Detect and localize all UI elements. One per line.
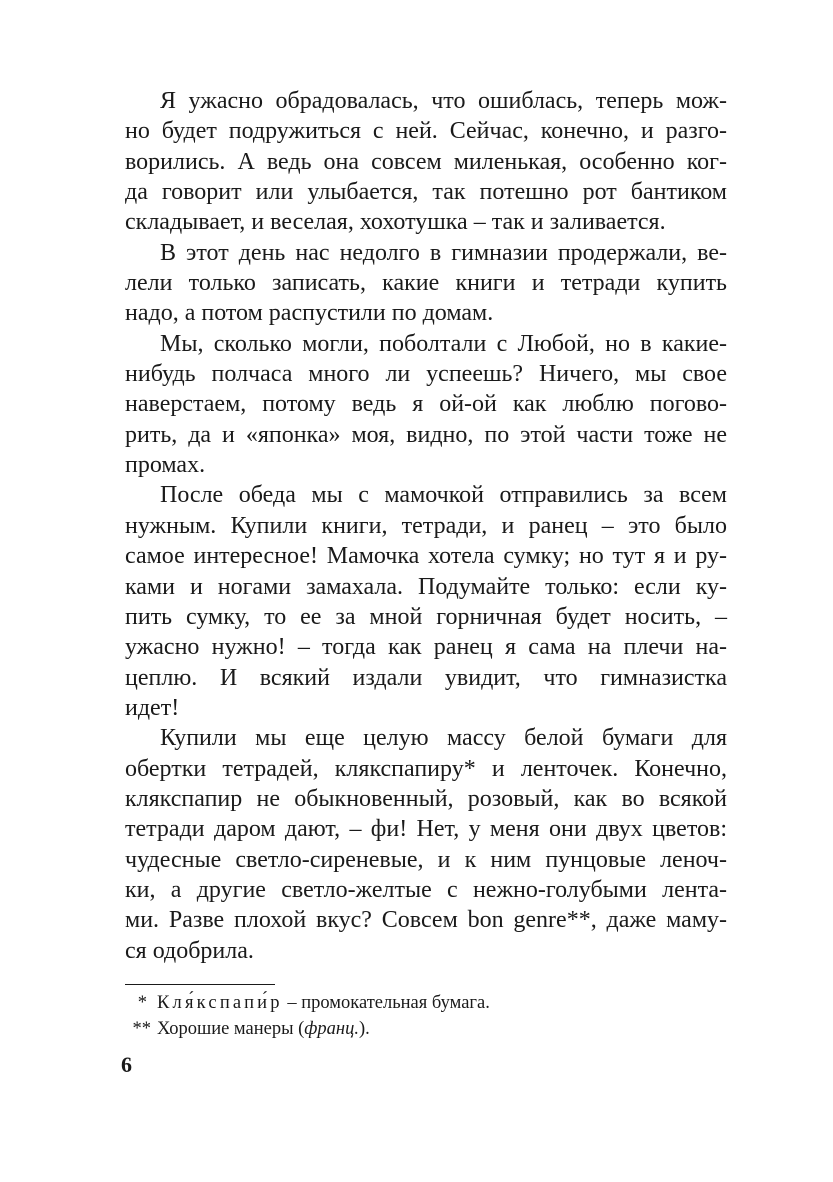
footnote-text: – промокательная бумага. [282, 993, 490, 1013]
page-number: 6 [121, 1052, 132, 1077]
text-line: самое интересное! Мамочка хотела сумку; но тут я и ру- [125, 543, 727, 570]
text-line: чудесные светло-сиреневые, и к ним пунцовые леноч- [125, 846, 727, 873]
footnote-mark: * [137, 993, 147, 1013]
text-line: но будет подружиться с ней. Сейчас, конечно, и разго- [125, 118, 727, 145]
main-text [125, 86, 727, 966]
footnote-text: Хорошие манеры ( [157, 1019, 305, 1039]
text-line: тетради даром дают, – фи! Нет, у меня они двух цветов: [125, 816, 727, 843]
text-line: обертки тетрадей, клякспапиру* и ленточек. Конечно, [125, 755, 727, 782]
text-line: наверстаем, потому ведь я ой-ой как люблю погово- [125, 391, 727, 418]
footnote-mark: ** [132, 1019, 151, 1039]
text-line: цеплю. И всякий издали увидит, что гимназистка [125, 664, 727, 691]
footnote-emphasis: франц. [304, 1019, 359, 1039]
footnotes [125, 990, 727, 1042]
text-line: лели только записать, какие книги и тетради купить [125, 270, 727, 297]
text-line: В этот день нас недолго в гимназии продержали, ве- [160, 239, 727, 266]
text-line: да говорит или улыбается, так потешно рот бантиком [125, 179, 727, 206]
text-line: После обеда мы с мамочкой отправились за всем [160, 482, 727, 509]
text-line: ужасно нужно! – тогда как ранец я сама на плечи на- [125, 634, 727, 661]
text-line: Мы, сколько могли, поболтали с Любой, но в какие- [160, 330, 727, 357]
text-line: промах. [125, 452, 206, 479]
text-line: Я ужасно обрадовалась, что ошиблась, теперь мож- [160, 88, 727, 114]
text-line: идет! [125, 694, 180, 721]
text-line: ками и ногами замахала. Подумайте только: если ку- [125, 573, 727, 600]
text-line: рить, да и «японка» моя, видно, по этой части тоже не [125, 421, 727, 448]
text-line: нибудь полчаса много ли успеешь? Ничего, мы свое [125, 361, 727, 388]
text-line: ки, а другие светло-желтые с нежно-голубыми лента- [125, 876, 727, 903]
footnote-2 [125, 1016, 727, 1042]
footnote-text: ). [358, 1019, 370, 1039]
text-line: ми. Разве плохой вкус? Совсем bon genre**, даже маму- [125, 907, 727, 934]
text-line: клякспапир не обыкновенный, розовый, как во всякой [125, 785, 727, 812]
footnote-term: Кля́кспапи́р [157, 993, 283, 1013]
text-line: нужным. Купили книги, тетради, и ранец – это было [125, 512, 727, 539]
text-line: пить сумку, то ее за мной горничная будет носить, – [125, 603, 727, 630]
text-line: ся одобрила. [125, 937, 254, 964]
footnote-divider [125, 984, 275, 985]
text-line: надо, а потом распустили по домам. [125, 300, 494, 327]
text-line: ворились. А ведь она совсем миленькая, особенно ког- [125, 148, 727, 175]
text-line: Купили мы еще целую массу белой бумаги для [160, 725, 727, 752]
text-line: складывает, и веселая, хохотушка – так и заливается. [125, 209, 666, 236]
footnote-1 [125, 990, 727, 1016]
